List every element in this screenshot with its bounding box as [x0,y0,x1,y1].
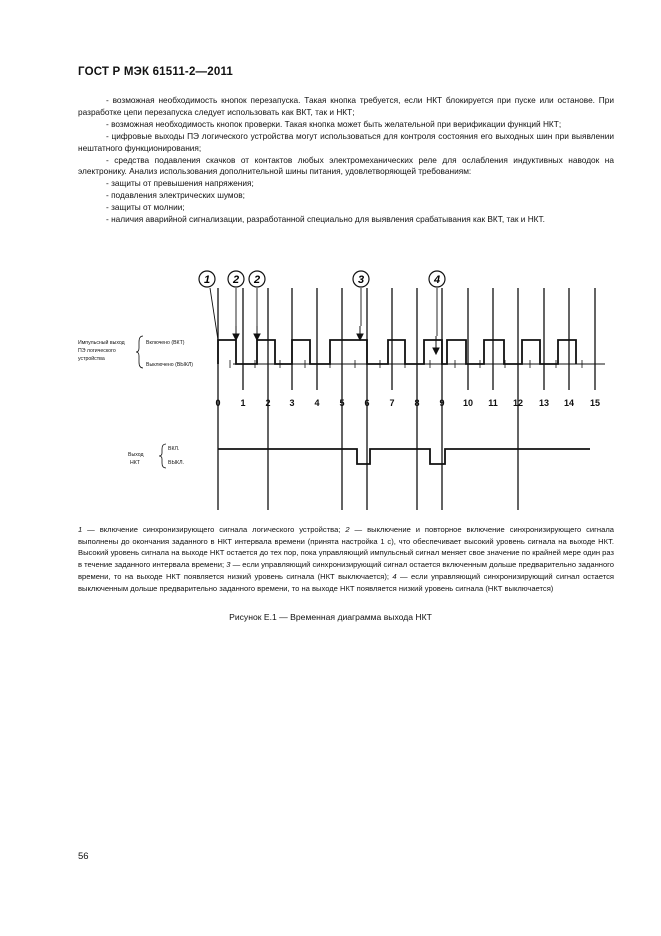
marker-1 [199,271,215,287]
caption-text: — включение синхронизирующего сигнала логического устройства; [82,525,346,534]
paragraph: - подавления электрических шумов; [106,190,245,201]
time-tick: 3 [289,398,295,408]
time-tick: 10 [462,398,474,408]
time-tick: 1 [240,398,246,408]
event-markers [199,271,445,287]
paragraph: - цифровые выходы ПЭ логического устройства могут использоваться для контроля состояния его выходных шин при выявлении нештатного функционирования; [78,130,614,153]
caption-ref-2: 2 [345,525,350,534]
input-pulse-signal [218,340,576,364]
body-text [78,95,614,226]
marker-3 [353,271,369,287]
caption-ref-4: 4 [392,571,397,581]
time-tick: 4 [314,398,320,408]
marker-4 [429,271,445,287]
output-off-label: ВЫКЛ. [168,460,184,466]
time-axis-labels [215,398,600,408]
paragraph: - возможная необходимость кнопок проверки. Такая кнопка может быть желательной при верификации функций НКТ; [106,118,562,129]
time-tick: 2 [265,398,271,408]
time-tick: 0 [215,398,221,408]
input-label-line: ПЭ логического [78,348,116,354]
caption-text: — если управляющий синхронизирующий сигнал остается выключенным дольше предварительно заданного времени, то на выходе НКТ появляется низкий уровень сигнала (НКТ выключается) [78,571,614,593]
caption-text: — если управляющий синхронизирующий сигнал остается включенным дольше предварительно заданного времени, то на выходе НКТ появляется низкий уровень сигнала (НКТ выключается); [78,560,615,581]
document-header: ГОСТ Р МЭК 61511-2—2011 [78,66,234,78]
paragraph: - защиты от превышения напряжения; [106,178,254,189]
input-label-line: Импульсный выход [78,340,125,346]
figure-title: Рисунок Е.1 — Временная диаграмма выхода НКТ [229,612,432,622]
figure-caption [78,524,614,594]
marker-2 [228,271,244,287]
marker-label: 4 [433,274,441,286]
time-tick: 13 [538,398,550,408]
time-tick: 15 [589,398,601,408]
input-brace [136,336,143,368]
time-tick: 12 [512,398,524,408]
timing-diagram [70,266,610,516]
marker-leaders [210,288,437,340]
time-tick: 11 [488,398,498,408]
output-labels [128,446,184,466]
marker-2 [249,271,265,287]
time-tick: 5 [339,398,345,408]
marker-label: 1 [203,274,211,286]
input-labels [78,339,193,368]
high-level-label: Включено (ВКТ) [146,340,185,346]
output-on-label: ВКЛ. [168,446,180,452]
output-label-line: Выход [128,452,144,458]
paragraph: - наличия аварийной сигнализации, разработанной специально для выявления срабатывания как ВКТ, так и НКТ. [106,214,545,225]
marker-label: 2 [253,274,261,286]
paragraph: - возможная необходимость кнопок перезапуска. Такая кнопка требуется, если НКТ блокируется при пуске или останове. При разработке цепи перезапуска следует использовать как ВКТ, так и НКТ; [78,95,614,117]
paragraph: - средства подавления скачков от контактов любых электромеханических реле для ослабления индуктивных наводок на электронику. Анализ использования дополнительной шины питания, удовлетворяющей требованиям: [78,154,614,177]
caption-text: — выключение и повторное включение синхронизирующего сигнала выполнены до окончания заданного в НКТ интервала времени (принята настройка 1 с), что обеспечивает высокий уровень сигнала на выходе НКТ. Высокий уровень сигнала на выходе НКТ остается до тех пор, пока управляющий импульсный сигнал меняет свое значение по крайней мере один раз в течение заданного интервала времени; [78,525,614,570]
time-tick: 9 [439,398,445,408]
marker-label: 2 [232,274,240,286]
output-label-line: НКТ [130,460,140,466]
caption-ref-3: 3 [226,560,231,570]
marker-label: 3 [357,274,365,286]
output-brace [159,444,166,468]
time-tick: 14 [563,398,575,408]
time-tick: 8 [414,398,420,408]
input-label-line: устройства [78,356,105,362]
output-signal [218,449,590,464]
paragraph: - защиты от молнии; [106,202,185,213]
page-number: 56 [78,851,89,862]
time-tick: 6 [364,398,370,408]
time-tick: 7 [389,398,395,408]
low-level-label: Выключено (ВЫКЛ) [146,362,194,368]
caption-ref-1: 1 [78,525,83,534]
